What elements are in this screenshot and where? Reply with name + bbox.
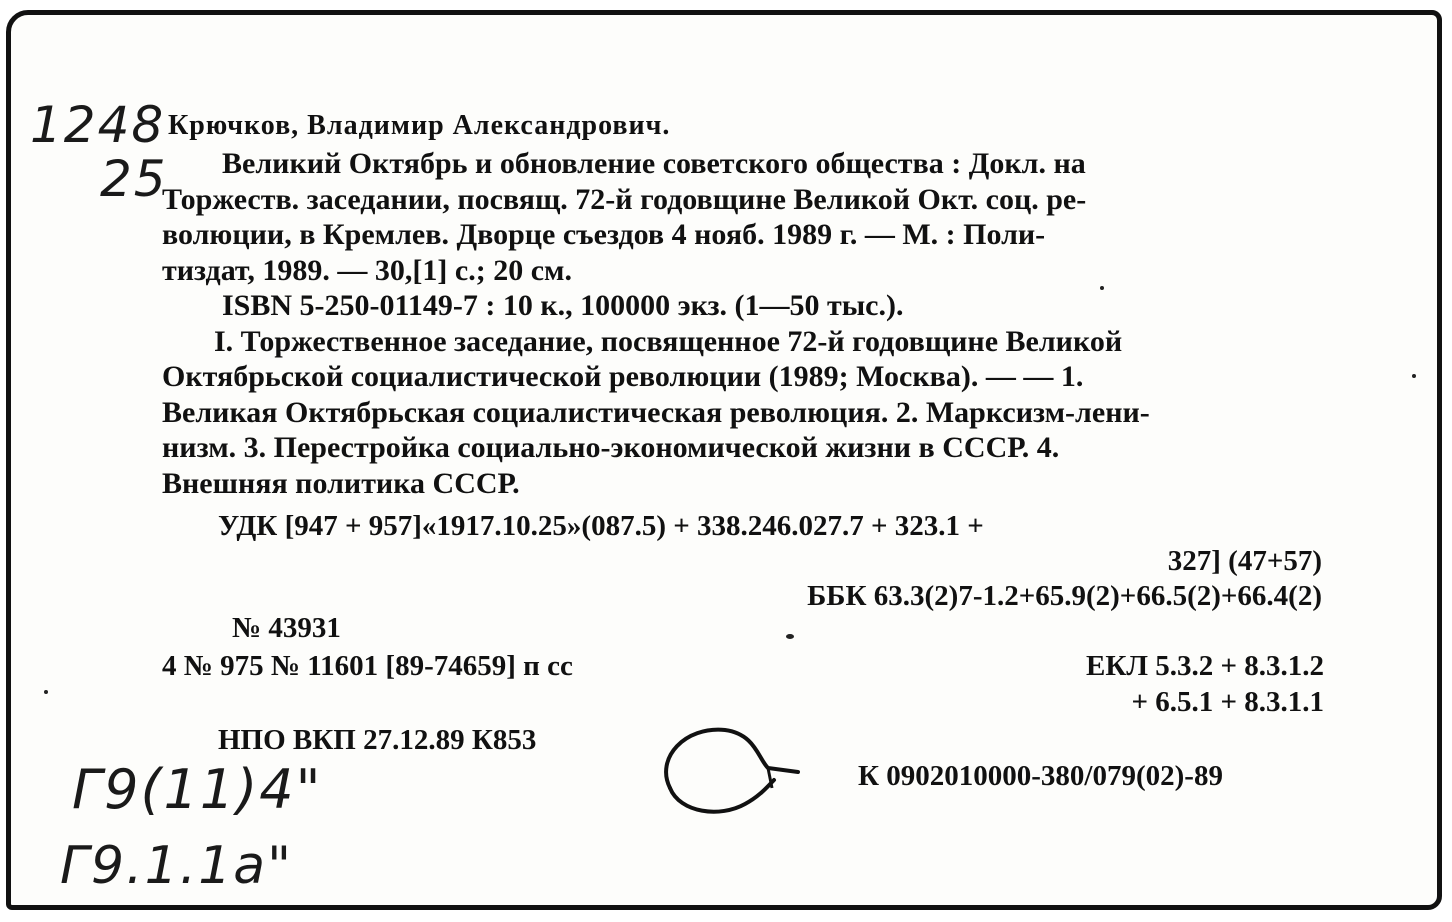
card-number: 4 № 975 № 11601 [89-74659] п сс xyxy=(162,650,573,682)
record-number: № 43931 xyxy=(232,612,341,644)
speck xyxy=(1100,286,1104,290)
handwritten-number-sub: 25 xyxy=(100,150,168,208)
npo-line: НПО ВКП 27.12.89 К853 xyxy=(218,724,537,756)
udk-line-1: УДК [947 + 957]«1917.10.25»(087.5) + 338.246.027.7 + 323.1 + xyxy=(218,510,984,542)
speck xyxy=(1412,374,1416,378)
ekl-line-1: ЕКЛ 5.3.2 + 8.3.1.2 xyxy=(1085,650,1324,682)
title-line: волюции, в Кремлев. Дворце съездов 4 нояб. 1989 г. — М. : Поли- xyxy=(162,218,1046,251)
title-line: Торжеств. заседании, посвящ. 72-й годовщине Великой Окт. соц. ре- xyxy=(162,182,1087,216)
udk-line-2: 327] (47+57) xyxy=(1167,545,1322,577)
handwritten-number-top: 1248 xyxy=(30,96,166,154)
title-block xyxy=(162,146,1328,501)
subject-line: Великая Октябрьская социалистическая революция. 2. Марксизм-лени- xyxy=(162,395,1150,429)
speck xyxy=(786,634,794,639)
k-code: К 0902010000-380/079(02)-89 xyxy=(858,760,1223,792)
title-line: тиздат, 1989. — 30,[1] с.; 20 см. xyxy=(162,253,572,287)
loop-mark-icon xyxy=(650,718,810,828)
speck xyxy=(44,690,48,694)
subject-line: низм. 3. Перестройка социально-экономической жизни в СССР. 4. xyxy=(162,431,1060,464)
bbk-line: ББК 63.3(2)7-1.2+65.9(2)+66.5(2)+66.4(2) xyxy=(807,580,1322,612)
author-heading: Крючков, Владимир Александрович. xyxy=(168,110,671,141)
handwritten-note-1: Г9(11)4" xyxy=(72,758,323,821)
subject-line: Внешняя политика СССР. xyxy=(162,466,520,500)
handwritten-note-2: Г9.1.1а" xyxy=(60,836,294,896)
isbn-line: ISBN 5-250-01149-7 : 10 к., 100000 экз. (1—50 тыс.). xyxy=(222,289,904,322)
ekl-line-2: + 6.5.1 + 8.3.1.1 xyxy=(1131,686,1324,718)
title-line: Великий Октябрь и обновление советского общества : Докл. на xyxy=(222,147,1086,180)
subject-line: I. Торжественное заседание, посвященное 72-й годовщине Великой xyxy=(214,324,1123,358)
subject-line: Октябрьской социалистической революции (1989; Москва). — — 1. xyxy=(162,360,1084,393)
